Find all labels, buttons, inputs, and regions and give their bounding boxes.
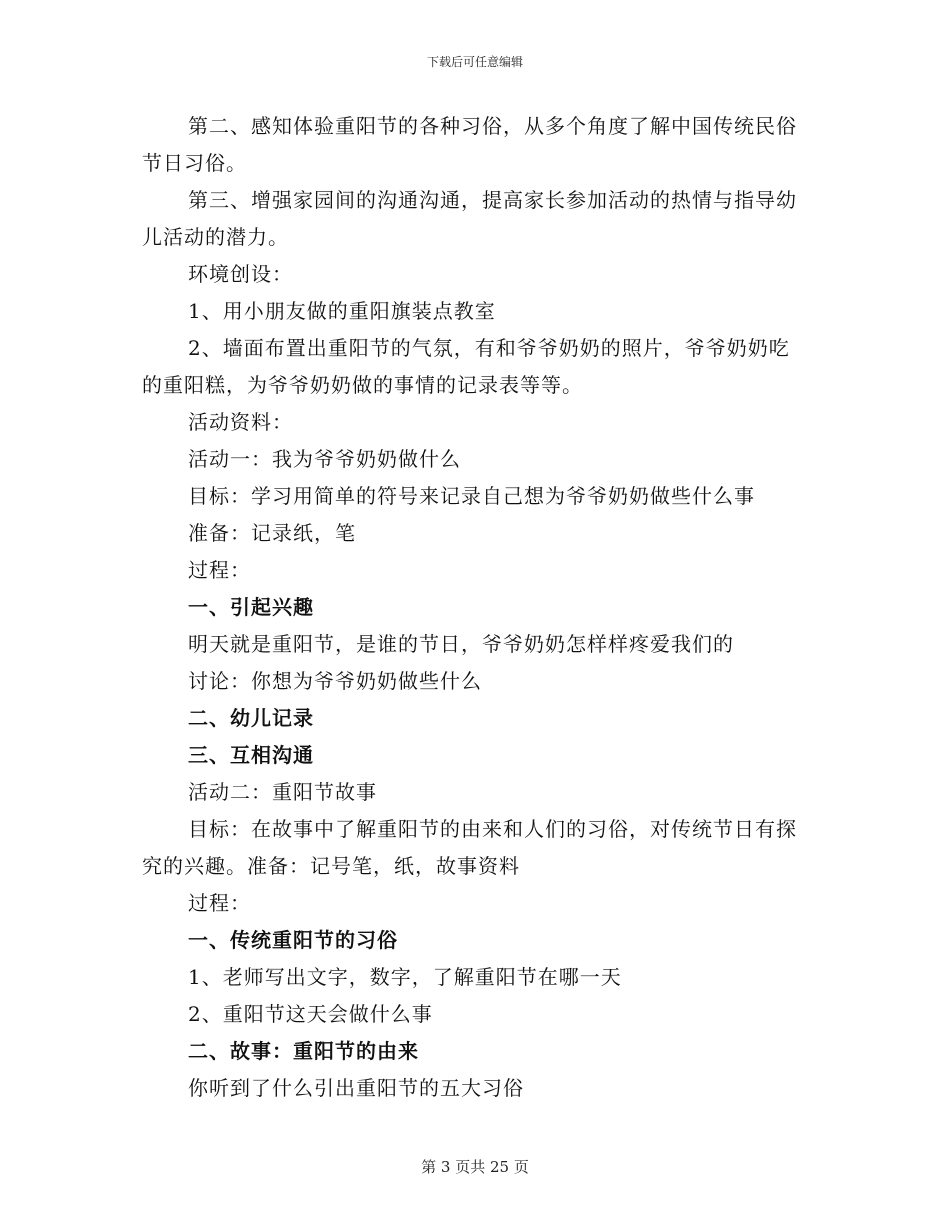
section-heading: 二、幼儿记录 [188, 706, 314, 730]
paragraph: 讨论：你想为爷爷奶奶做些什么 [188, 669, 482, 693]
page-footer: 第 3 页共 25 页 [421, 1158, 529, 1176]
section-heading: 二、故事：重阳节的由来 [188, 1039, 419, 1063]
paragraph: 活动二：重阳节故事 [188, 780, 377, 804]
page-header: 下载后可任意编辑 [426, 55, 523, 69]
document-body [142, 108, 807, 1107]
paragraph: 1、用小朋友做的重阳旗装点教室 [188, 299, 496, 323]
paragraph: 明天就是重阳节，是谁的节日，爷爷奶奶怎样样疼爱我们的 [188, 632, 734, 656]
paragraph: 目标：在故事中了解重阳节的由来和人们的习俗，对传统节日有探究的兴趣。准备：记号笔，纸，故事资料 [142, 817, 797, 878]
paragraph: 过程： [188, 558, 251, 582]
section-heading: 三、互相沟通 [188, 743, 314, 767]
paragraph: 第三、增强家园间的沟通沟通，提高家长参加活动的热情与指导幼儿活动的潜力。 [142, 188, 797, 249]
paragraph: 你听到了什么引出重阳节的五大习俗 [188, 1076, 524, 1100]
paragraph: 准备：记录纸，笔 [188, 521, 356, 545]
paragraph: 过程： [188, 891, 251, 915]
paragraph: 2、重阳节这天会做什么事 [188, 1002, 433, 1026]
section-heading: 一、传统重阳节的习俗 [188, 928, 398, 952]
paragraph: 第二、感知体验重阳节的各种习俗，从多个角度了解中国传统民俗节日习俗。 [142, 114, 797, 175]
paragraph: 活动资料： [188, 410, 293, 434]
paragraph: 环境创设： [188, 262, 293, 286]
section-heading: 一、引起兴趣 [188, 595, 314, 619]
paragraph: 目标：学习用简单的符号来记录自己想为爷爷奶奶做些什么事 [188, 484, 755, 508]
paragraph: 1、老师写出文字，数字，了解重阳节在哪一天 [188, 965, 622, 989]
paragraph: 2、墙面布置出重阳节的气氛，有和爷爷奶奶的照片，爷爷奶奶吃的重阳糕，为爷爷奶奶做的事情的记录表等等。 [142, 336, 790, 397]
paragraph: 活动一：我为爷爷奶奶做什么 [188, 447, 461, 471]
